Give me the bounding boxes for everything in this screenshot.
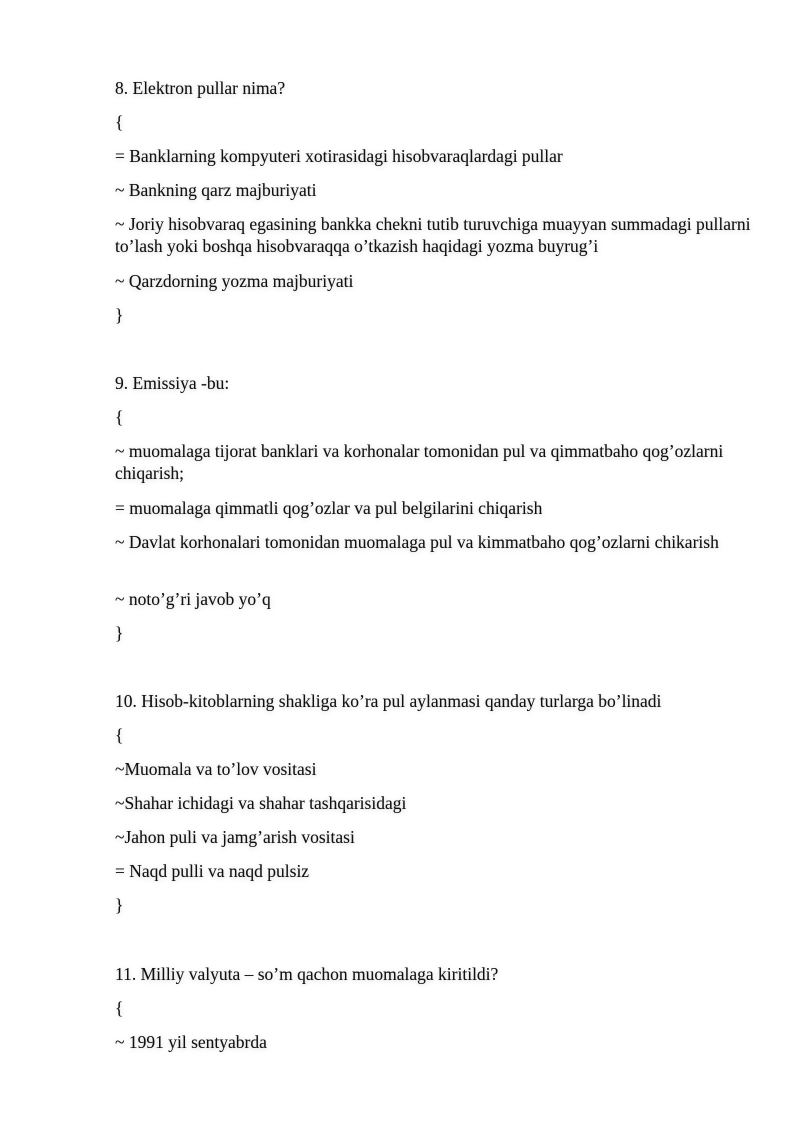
question-9-close-brace: } xyxy=(115,623,124,643)
question-9-title: 9. Emissiya -bu: xyxy=(115,373,230,393)
question-8-title: 8. Elektron pullar nima? xyxy=(115,78,286,98)
question-8-option-1: = Banklarning kompyuteri xotirasidagi hisobvaraqlardagi pullar xyxy=(115,146,563,166)
question-10-option-1: ~Muomala va to’lov vositasi xyxy=(115,759,317,779)
question-9-option-3: ~ Davlat korhonalari tomonidan muomalaga pul va kimmatbaho qog’ozlarni chikarish xyxy=(115,532,719,552)
question-10-option-2: ~Shahar ichidagi va shahar tashqarisidagi xyxy=(115,793,407,813)
question-11-option-1: ~ 1991 yil sentyabrda xyxy=(115,1032,267,1052)
question-8-close-brace: } xyxy=(115,305,124,325)
question-10-option-4: = Naqd pulli va naqd pulsiz xyxy=(115,861,310,881)
question-11-title: 11. Milliy valyuta – so’m qachon muomalaga kiritildi? xyxy=(115,964,499,984)
question-9-option-4: ~ noto’g’ri javob yo’q xyxy=(115,589,271,609)
question-10-open-brace: { xyxy=(115,725,124,745)
question-8-open-brace: { xyxy=(115,112,124,132)
question-10-close-brace: } xyxy=(115,895,124,915)
question-8-option-4: ~ Qarzdorning yozma majburiyati xyxy=(115,271,354,291)
question-9-option-1: ~ muomalaga tijorat banklari va korhonalar tomonidan pul va qimmatbaho qog’ozlarni chiqarish; xyxy=(115,441,724,483)
question-11-open-brace: { xyxy=(115,998,124,1018)
question-8-option-2: ~ Bankning qarz majburiyati xyxy=(115,180,317,200)
question-10-title: 10. Hisob-kitoblarning shakliga ko’ra pul aylanmasi qanday turlarga bo’linadi xyxy=(115,691,662,711)
question-9-open-brace: { xyxy=(115,407,124,427)
question-9-option-2: = muomalaga qimmatli qog’ozlar va pul belgilarini chiqarish xyxy=(115,498,543,518)
question-10-option-3: ~Jahon puli va jamg’arish vositasi xyxy=(115,827,355,847)
question-8-option-3: ~ Joriy hisobvaraq egasining bankka chekni tutib turuvchiga muayyan summadagi pullarni to’lash yoki boshqa hisobvaraqqa o’tkazish haqidagi yozma buyrug’i xyxy=(115,214,751,256)
